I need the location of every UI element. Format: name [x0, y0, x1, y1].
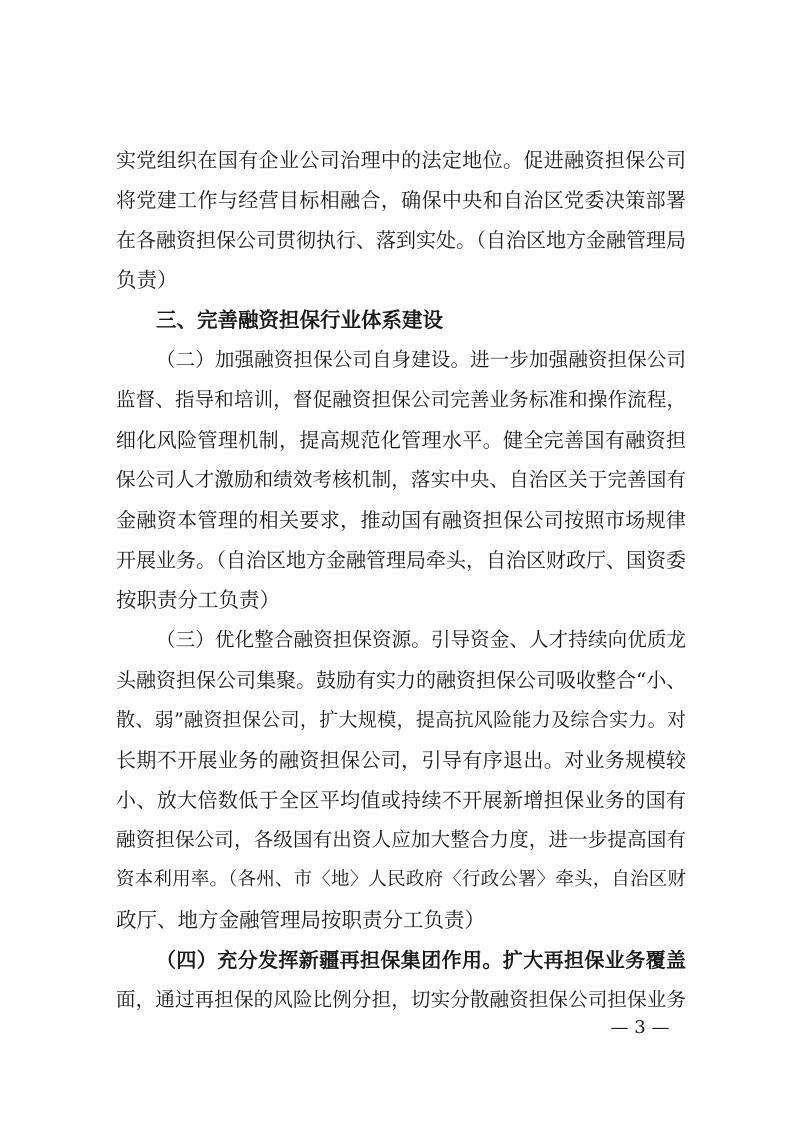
paragraph-line: 实党组织在国有企业公司治理中的法定地位。促进融资担保公司: [116, 148, 686, 172]
paragraph-line: 头融资担保公司集聚。鼓励有实力的融资担保公司吸收整合“小、: [116, 668, 687, 692]
paragraph-line: 保公司人才激励和绩效考核机制，落实中央、自治区关于完善国有: [116, 468, 686, 491]
paragraph-line: （三）优化整合融资担保资源。引导资金、人才持续向优质龙: [156, 628, 686, 651]
paragraph-line: 在各融资担保公司贯彻执行、落到实处。（自治区地方金融管理局: [116, 228, 686, 252]
paragraph-line: 融资担保公司，各级国有出资人应加大整合力度，进一步提高国有: [116, 828, 686, 851]
paragraph-line: 金融资本管理的相关要求，推动国有融资担保公司按照市场规律: [116, 508, 686, 532]
paragraph-line: 面，通过再担保的风险比例分担，切实分散融资担保公司担保业务: [116, 988, 686, 1011]
paragraph-line: 监督、指导和培训，督促融资担保公司完善业务标准和操作流程，: [116, 388, 686, 411]
paragraph-line: （四）充分发挥新疆再担保集团作用。扩大再担保业务覆盖: [156, 948, 686, 972]
paragraph-line: 负责）: [116, 268, 178, 292]
section-heading: 三、完善融资担保行业体系建设: [156, 308, 443, 332]
paragraph-line: 政厅、地方金融管理局按职责分工负责）: [116, 908, 485, 932]
page-number: — 3 —: [610, 1017, 670, 1038]
paragraph-line: 开展业务。（自治区地方金融管理局牵头，自治区财政厅、国资委: [116, 548, 686, 572]
paragraph-line: 小、放大倍数低于全区平均值或持续不开展新增担保业务的国有: [116, 788, 686, 812]
paragraph-line: （二）加强融资担保公司自身建设。进一步加强融资担保公司: [156, 348, 686, 371]
paragraph-line: 将党建工作与经营目标相融合，确保中央和自治区党委决策部署: [116, 188, 686, 212]
paragraph-line: 细化风险管理机制，提高规范化管理水平。健全完善国有融资担: [116, 428, 686, 452]
paragraph-line: 资本利用率。（各州、市〈地〉人民政府〈行政公署〉牵头，自治区财: [116, 869, 686, 890]
paragraph-line: 长期不开展业务的融资担保公司，引导有序退出。对业务规模较: [116, 748, 686, 772]
paragraph-line: 散、弱”融资担保公司，扩大规模，提高抗风险能力及综合实力。对: [116, 709, 686, 731]
paragraph-line: 按职责分工负责）: [116, 588, 280, 612]
